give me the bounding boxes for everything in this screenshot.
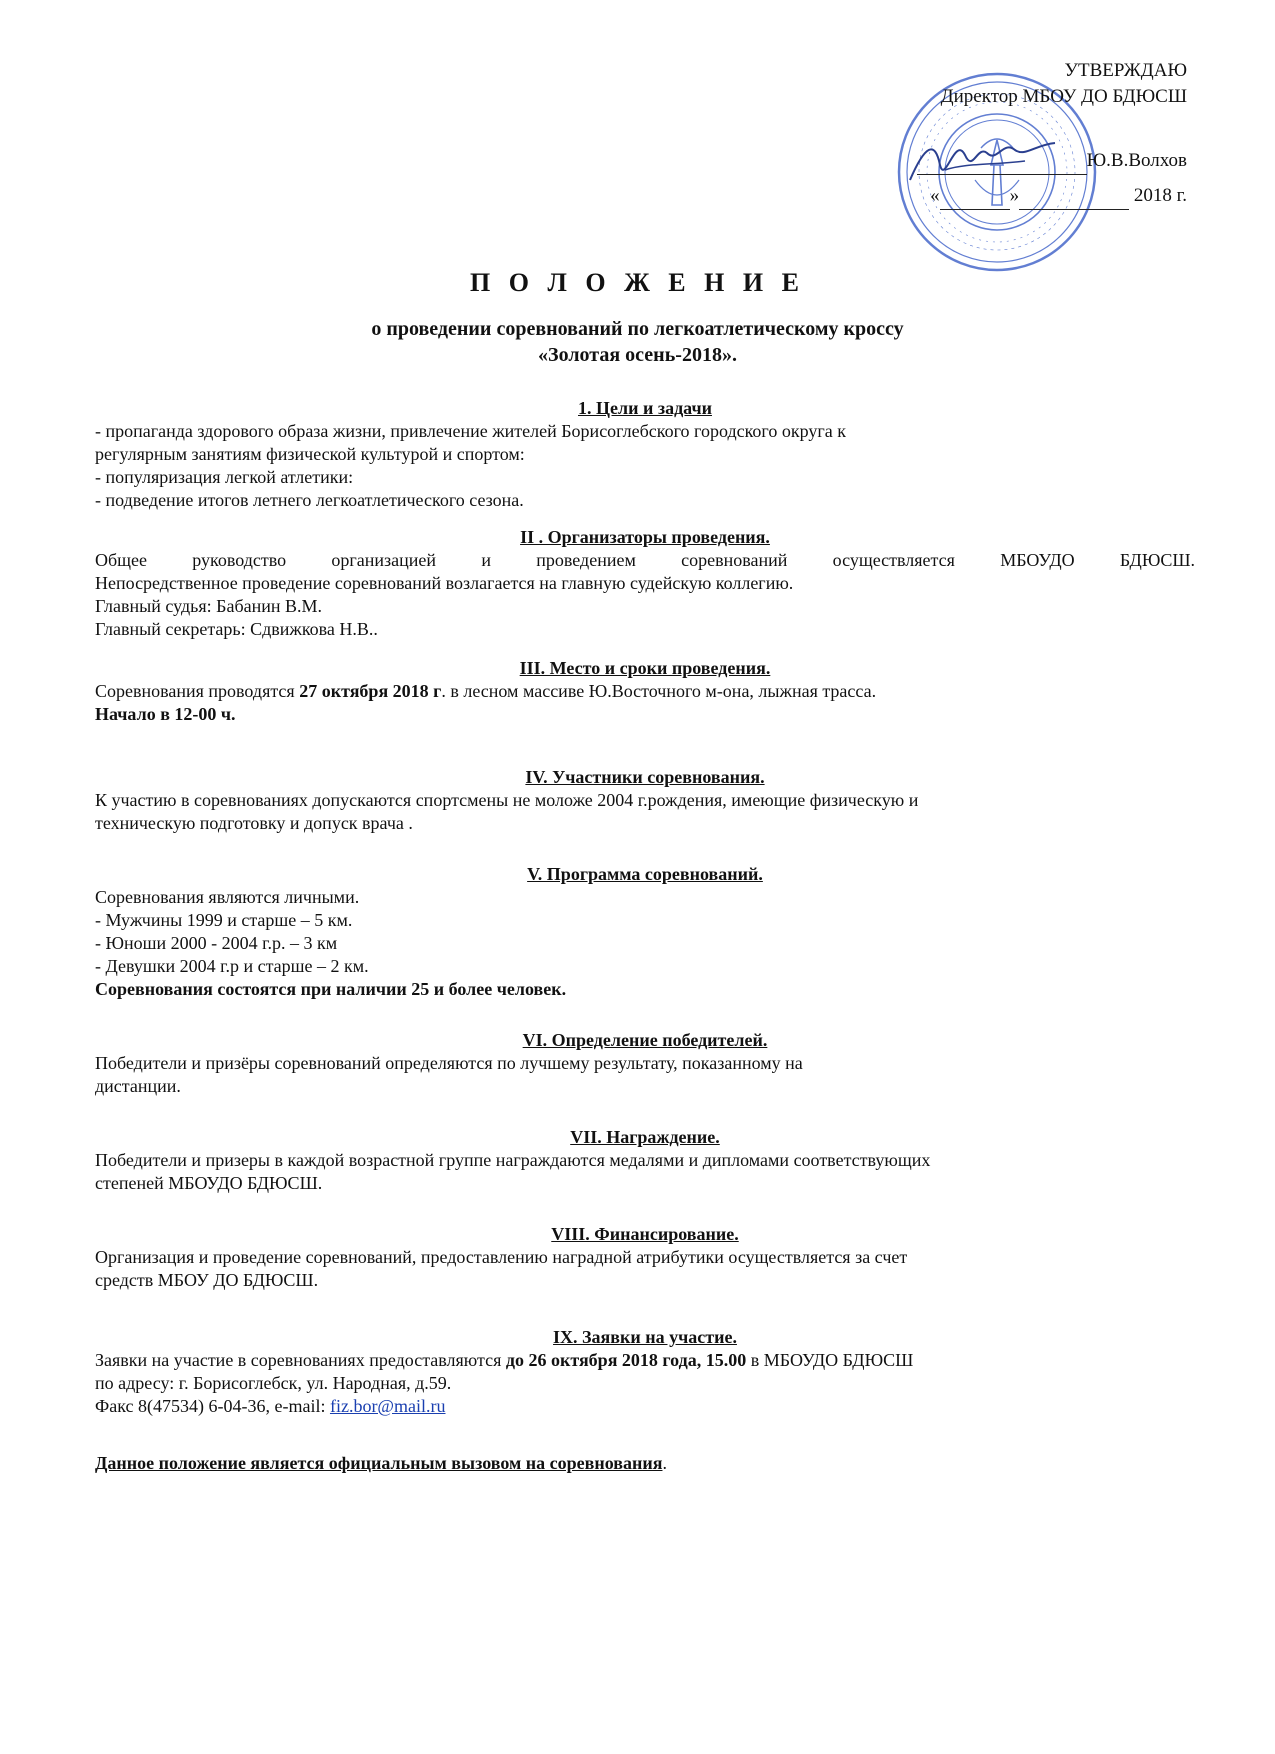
paragraph-line: средств МБОУ ДО БДЮСШ. [95, 1270, 319, 1290]
address: по адресу: г. Борисоглебск, ул. Народная, д.59. [95, 1373, 452, 1393]
section-heading: IV. Участники соревнования. [525, 767, 765, 787]
section-heading: II . Организаторы проведения. [520, 527, 770, 547]
paragraph-line: степеней МБОУДО БДЮСШ. [95, 1173, 323, 1193]
approver-signature-line [917, 148, 1187, 175]
approver-position: Директор МБОУ ДО БДЮСШ [940, 86, 1187, 107]
section-heading: VI. Определение победителей. [522, 1030, 768, 1050]
paragraph-line: техническую подготовку и допуск врача . [95, 813, 413, 833]
approval-block [917, 58, 1187, 210]
list-item: - Мужчины 1999 и старше – 5 км. [95, 910, 353, 930]
approval-date-line [917, 183, 1187, 210]
contact-line: Факс 8(47534) 6-04-36, e-mail: fiz.bor@mail.ru [95, 1396, 446, 1416]
section-heading: 1. Цели и задачи [578, 398, 712, 418]
section-heading: VII. Награждение. [570, 1127, 720, 1147]
paragraph-line: Общее руководство организацией и проведением соревнований осуществляется МБОУДО БДЮСШ. [95, 550, 1195, 570]
event-date-line: Соревнования проводятся 27 октября 2018 г. в лесном массиве Ю.Восточного м-она, лыжная трасса. [95, 681, 877, 701]
approve-label: УТВЕРЖДАЮ [1064, 60, 1187, 81]
paragraph-line: Организация и проведение соревнований, предоставлению наградной атрибутики осуществляется за счет [95, 1247, 908, 1267]
approver-name: Ю.В.Волхов [1086, 150, 1187, 171]
start-time: Начало в 12-00 ч. [95, 704, 236, 724]
section-heading: III. Место и сроки проведения. [519, 658, 771, 678]
list-item: - популяризация легкой атлетики: [95, 467, 354, 487]
closing-statement: Данное положение является официальным вызовом на соревнования. [95, 1453, 667, 1473]
section-heading: V. Программа соревнований. [527, 864, 763, 884]
document-title: П О Л О Ж Е Н И Е [470, 268, 805, 297]
paragraph-line: К участию в соревнованиях допускаются спортсмены не моложе 2004 г.рождения, имеющие физическую и [95, 790, 919, 810]
signature-underline [917, 148, 1087, 175]
date-open-quote: « [930, 185, 940, 206]
chief-secretary: Главный секретарь: Сдвижкова Н.В.. [95, 619, 378, 639]
event-date: 27 октября 2018 г [299, 681, 442, 701]
paragraph-line: Соревнования являются личными. [95, 887, 360, 907]
list-item: - Юноши 2000 - 2004 г.р. – 3 км [95, 933, 338, 953]
section-heading: VIII. Финансирование. [551, 1224, 739, 1244]
email-link[interactable]: fiz.bor@mail.ru [329, 1396, 446, 1416]
document-body [95, 397, 1195, 1475]
application-deadline: до 26 октября 2018 года, 15.00 [505, 1350, 747, 1370]
paragraph-line: Победители и призеры в каждой возрастной группе награждаются медалями и дипломами соответствующих [95, 1150, 931, 1170]
list-item: - подведение итогов летнего легкоатлетического сезона. [95, 490, 524, 510]
date-close-quote: » [1009, 185, 1020, 206]
application-deadline-line: Заявки на участие в соревнованиях предоставляются до 26 октября 2018 года, 15.00 в МБОУДО БДЮСШ [95, 1350, 914, 1370]
section-heading: IX. Заявки на участие. [553, 1327, 737, 1347]
list-item: - пропаганда здорового образа жизни, привлечение жителей Борисоглебского городского округа к [95, 421, 846, 441]
list-item: - Девушки 2004 г.р и старше – 2 км. [95, 956, 369, 976]
participation-note: Соревнования состоятся при наличии 25 и более человек. [95, 979, 567, 999]
event-name: «Золотая осень-2018». [538, 344, 737, 366]
list-item: регулярным занятиям физической культурой и спортом: [95, 444, 525, 464]
document-subtitle: о проведении соревнований по легкоатлетическому кроссу [371, 318, 904, 340]
chief-judge: Главный судья: Бабанин В.М. [95, 596, 323, 616]
paragraph-line: дистанции. [95, 1076, 181, 1096]
paragraph-line: Победители и призёры соревнований определяются по лучшему результату, показанному на [95, 1053, 803, 1073]
paragraph-line: Непосредственное проведение соревнований возлагается на главную судейскую коллегию. [95, 573, 794, 593]
approval-year: 2018 г. [1133, 185, 1187, 206]
